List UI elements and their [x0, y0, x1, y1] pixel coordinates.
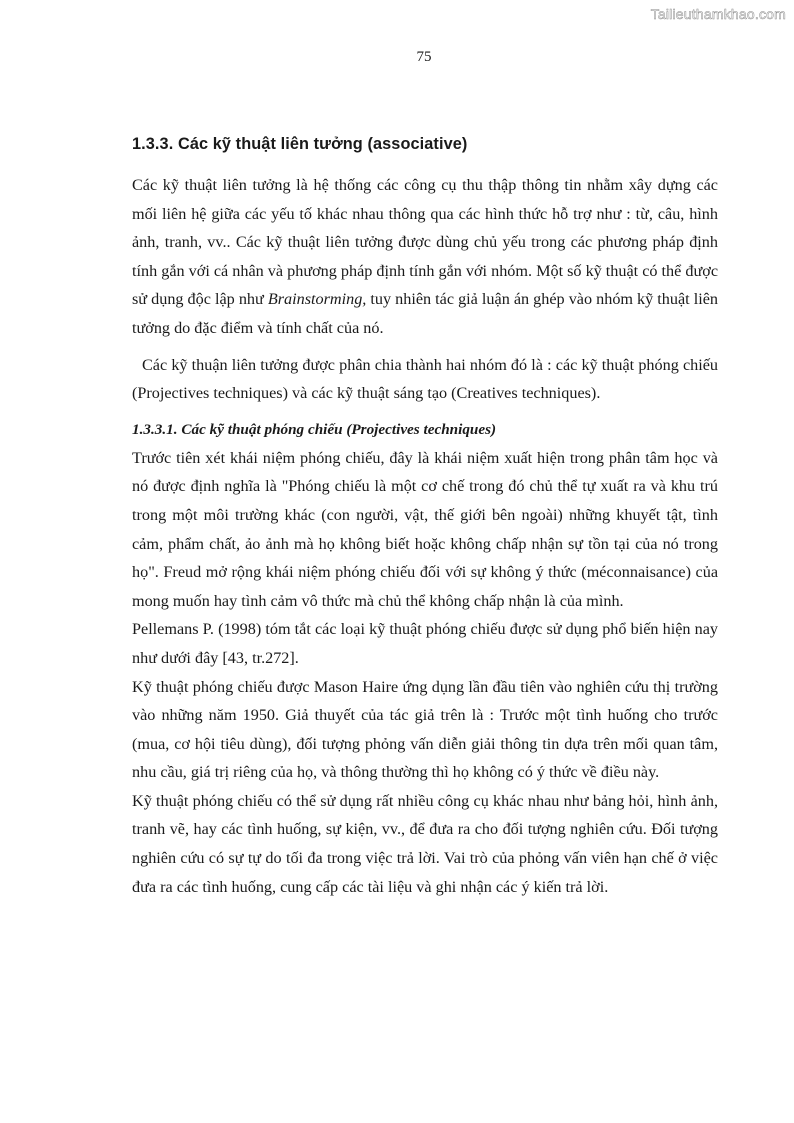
subsection-paragraph-3: Kỹ thuật phóng chiếu được Mason Haire ứng dụng lần đầu tiên vào nghiên cứu thị trường vào những năm 1950. Giả thuyết của tác giả trên là : Trước một tình huống cho trước (mua, cơ hội tiêu dùng), đối tượng phỏng vấn diễn giải thông tin dựa trên mối quan tâm, nhu cầu, giá trị riêng của họ, và thông thường thì họ không có ý thức về điều này.	[132, 677, 718, 782]
section-paragraph-1	[132, 171, 718, 343]
subsection-paragraph-4: Kỹ thuật phóng chiếu có thể sử dụng rất nhiều công cụ khác nhau như bảng hỏi, hình ảnh, tranh vẽ, hay các tình huống, sự kiện, vv., để đưa ra cho đối tượng nghiên cứu. Đối tượng nghiên cứu có sự tự do tối đa trong việc trả lời. Vai trò của phỏng vấn viên hạn chế ở việc đưa ra các tình huống, cung cấp các tài liệu và ghi nhận các ý kiến trả lời.	[132, 791, 718, 896]
paragraph-1-italic-term: Brainstorming,	[267, 290, 367, 309]
paragraph-1-text-a: Các kỹ thuật liên tưởng là hệ thống các công cụ thu thập thông tin nhằm xây dựng các mối liên hệ giữa các yếu tố khác nhau thông qua các hình thức hỗ trợ như : từ, câu, hình ảnh, tranh, vv.. Các kỹ thuật liên tưởng được dùng chủ yếu trong các phương pháp định tính gắn với cá nhân và phương pháp định tính gắn với nhóm. Một số kỹ thuật có thể được sử dụng độc lập như	[132, 176, 718, 309]
section-heading: 1.3.3. Các kỹ thuật liên tưởng (associative)	[132, 135, 468, 153]
paragraph-1-text-b: tuy nhiên tác giả luận án ghép vào nhóm kỹ thuật liên tưởng do đặc điểm và tính chất của nó.	[132, 290, 718, 337]
watermark: Tailieuthamkhao.com	[650, 6, 786, 22]
subsection-paragraph-1: Trước tiên xét khái niệm phóng chiếu, đây là khái niệm xuất hiện trong phân tâm học và nó được định nghĩa là "Phóng chiếu là một cơ chế trong đó chủ thể tự xuất ra và khu trú trong một môi trường khác (con người, vật, thế giới bên ngoài) những khuyết tật, tình cảm, phẩm chất, ảo ảnh mà họ không biết hoặc không chấp nhận sự tồn tại của nó trong họ". Freud mở rộng khái niệm phóng chiếu đối với sự không ý thức (méconnaisance) của mong muốn hay tình cảm vô thức mà chủ thể không chấp nhận là của mình.	[132, 448, 718, 610]
section-paragraph-2: Các kỹ thuận liên tưởng được phân chia thành hai nhóm đó là : các kỹ thuật phóng chiếu (Projectives techniques) và các kỹ thuật sáng tạo (Creatives techniques).	[132, 355, 718, 403]
document-body	[132, 131, 718, 901]
subsection-heading: 1.3.3.1. Các kỹ thuật phóng chiếu (Projectives techniques)	[132, 420, 497, 438]
subsection-paragraph-2: Pellemans P. (1998) tóm tắt các loại kỹ thuật phóng chiếu được sử dụng phổ biến hiện nay như dưới đây [43, tr.272].	[132, 620, 718, 667]
page-number: 75	[416, 49, 432, 65]
